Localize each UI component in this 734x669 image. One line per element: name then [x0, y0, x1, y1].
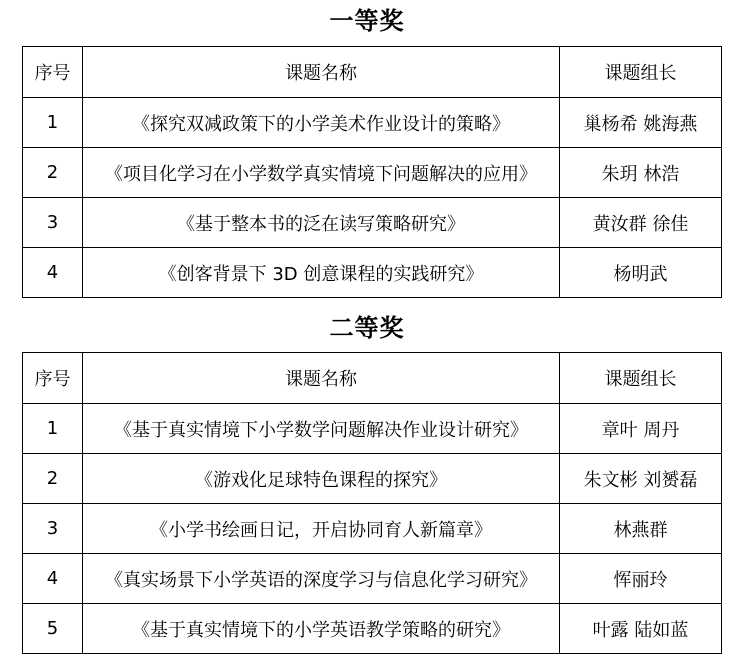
- header-number: 序号: [23, 353, 83, 404]
- header-number: 序号: [23, 47, 83, 98]
- row-leader: 杨明武: [560, 248, 722, 298]
- row-topic: 《创客背景下 3D 创意课程的实践研究》: [83, 248, 560, 298]
- table-row: [23, 554, 722, 604]
- row-leader: 章叶 周丹: [560, 404, 722, 454]
- table-header-row: [23, 353, 722, 404]
- row-number: 2: [23, 454, 83, 504]
- header-topic: 课题名称: [83, 47, 560, 98]
- table-row: [23, 248, 722, 298]
- second-prize-title: 二等奖: [329, 314, 405, 342]
- row-topic: 《基于真实情境下的小学英语教学策略的研究》: [83, 604, 560, 654]
- table-row: [23, 98, 722, 148]
- row-number: 3: [23, 504, 83, 554]
- row-leader: 叶露 陆如蓝: [560, 604, 722, 654]
- row-leader: 朱玥 林浩: [560, 148, 722, 198]
- row-topic: 《探究双减政策下的小学美术作业设计的策略》: [83, 98, 560, 148]
- row-number: 4: [23, 554, 83, 604]
- second-prize-table: [22, 352, 722, 654]
- row-number: 3: [23, 198, 83, 248]
- row-leader: 朱文彬 刘赟磊: [560, 454, 722, 504]
- table-row: [23, 404, 722, 454]
- table-header-row: [23, 47, 722, 98]
- row-topic: 《真实场景下小学英语的深度学习与信息化学习研究》: [83, 554, 560, 604]
- row-number: 1: [23, 98, 83, 148]
- table-row: [23, 148, 722, 198]
- table-row: [23, 198, 722, 248]
- row-leader: 恽丽玲: [560, 554, 722, 604]
- first-prize-title: 一等奖: [329, 7, 405, 35]
- table-row: [23, 454, 722, 504]
- row-topic: 《基于真实情境下小学数学问题解决作业设计研究》: [83, 404, 560, 454]
- table-row: [23, 604, 722, 654]
- row-number: 4: [23, 248, 83, 298]
- row-topic: 《基于整本书的泛在读写策略研究》: [83, 198, 560, 248]
- header-leader: 课题组长: [560, 353, 722, 404]
- table-row: [23, 504, 722, 554]
- row-topic: 《游戏化足球特色课程的探究》: [83, 454, 560, 504]
- row-leader: 巢杨希 姚海燕: [560, 98, 722, 148]
- header-leader: 课题组长: [560, 47, 722, 98]
- row-number: 2: [23, 148, 83, 198]
- row-leader: 黄汝群 徐佳: [560, 198, 722, 248]
- row-topic: 《项目化学习在小学数学真实情境下问题解决的应用》: [83, 148, 560, 198]
- row-leader: 林燕群: [560, 504, 722, 554]
- header-topic: 课题名称: [83, 353, 560, 404]
- first-prize-table: [22, 46, 722, 298]
- row-number: 1: [23, 404, 83, 454]
- row-topic: 《小学书绘画日记，开启协同育人新篇章》: [83, 504, 560, 554]
- row-number: 5: [23, 604, 83, 654]
